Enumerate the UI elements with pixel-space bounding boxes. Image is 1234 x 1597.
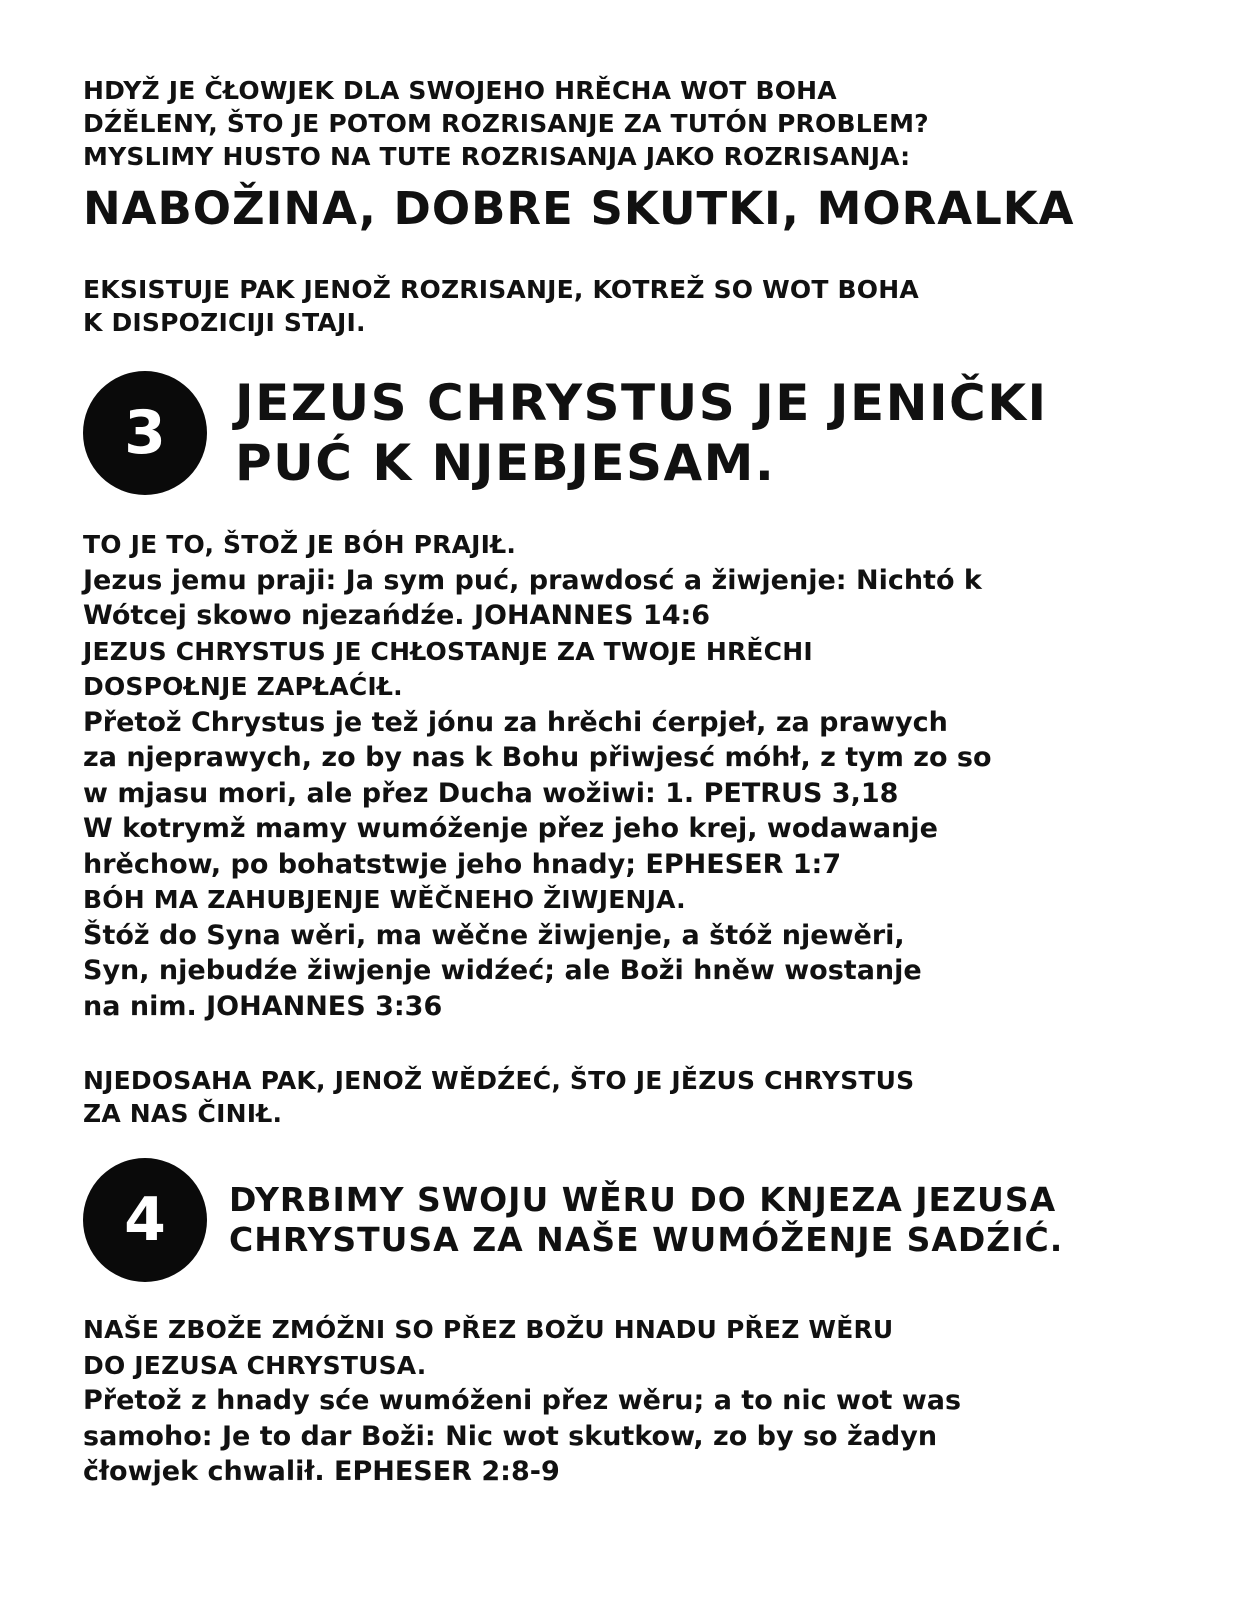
section-3-title — [235, 373, 1048, 493]
section-3-body-line: Přetož Chrystus je tež jónu za hrěchi ćerpjeł, za prawych — [83, 706, 948, 738]
section-3-body-line: W kotrymž mamy wumóženje přez jeho krej, wodawanje — [83, 813, 938, 844]
section-4-body-line: NAŠE ZBOŽE ZMÓŽNI SO PŘEZ BOŽU HNADU PŘEZ WĚRU — [83, 1315, 894, 1344]
intro-emphasis-heading: NABOŽINA, DOBRE SKUTKI, MORALKA — [83, 182, 1075, 235]
section-3-body-line: w mjasu mori, ale přez Ducha wožiwi: 1. PETRUS 3,18 — [83, 777, 899, 809]
section-3-body-line: Štóž do Syna wěri, ma wěčne žiwjenje, a štóž njewěri, — [83, 919, 905, 951]
section-4-body — [83, 1312, 1193, 1490]
section-4-body-line: čłowjek chwalił. EPHESER 2:8-9 — [83, 1456, 560, 1487]
bridge-paragraph — [83, 273, 1193, 339]
intro-line: DŹĚLENY, ŠTO JE POTOM ROZRISANJE ZA TUTÓN PROBLEM? — [83, 109, 929, 138]
step-number-badge: 4 — [83, 1158, 207, 1282]
tract-page — [83, 74, 1193, 1490]
intro-line: MYSLIMY HUSTO NA TUTE ROZRISANJA JAKO ROZRISANJA: — [83, 142, 911, 171]
section-3-header — [83, 371, 1193, 495]
section-3-body-line: Jezus jemu praji: Ja sym puć, prawdosć a žiwjenje: Nichtó k — [83, 564, 982, 596]
section-4-title — [229, 1180, 1063, 1260]
section-4-body-line: Přetož z hnady sće wumóženi přez wěru; a to nic wot was — [83, 1385, 962, 1416]
section-3-body-line: DOSPOŁNJE ZAPŁAĆIŁ. — [83, 672, 403, 701]
section-4-header — [83, 1158, 1193, 1282]
bridge-line: EKSISTUJE PAK JENOŽ ROZRISANJE, KOTREŽ SO WOT BOHA — [83, 275, 919, 304]
section-3-body-line: JEZUS CHRYSTUS JE CHŁOSTANJE ZA TWOJE HRĚCHI — [83, 636, 813, 666]
section-4-body-line: samoho: Je to dar Boži: Nic wot skutkow, zo by so žadyn — [83, 1420, 938, 1452]
section-3-body-line: TO JE TO, ŠTOŽ JE BÓH PRAJIŁ. — [83, 530, 517, 559]
section-3-body-line: hrěchow, po bohatstwje jeho hnady; EPHESER 1:7 — [83, 848, 842, 880]
section-4-body-line: DO JEZUSA CHRYSTUSA. — [83, 1350, 427, 1380]
section-3-title-line: PUĆ K NJEBJESAM. — [235, 434, 776, 492]
intro-paragraph — [83, 74, 1193, 173]
section-3-body-line: BÓH MA ZAHUBJENJE WĚČNEHO ŽIWJENJA. — [83, 885, 686, 914]
step-number-badge: 3 — [83, 371, 207, 495]
section-4-title-line: CHRYSTUSA ZA NAŠE WUMÓŽENJE SADŹIĆ. — [229, 1220, 1064, 1259]
section-3-body — [83, 527, 1193, 1024]
section-3-body-line: na nim. JOHANNES 3:36 — [83, 990, 443, 1022]
intro-line: HDYŽ JE ČŁOWJEK DLA SWOJEHO HRĚCHA WOT BOHA — [83, 76, 837, 105]
section-3-body-line: za njeprawych, zo by nas k Bohu přiwjesć móhł, z tym zo so — [83, 742, 992, 773]
section-4-title-line: DYRBIMY SWOJU WĚRU DO KNJEZA JEZUSA — [229, 1180, 1057, 1219]
bridge-line: K DISPOZICIJI STAJI. — [83, 308, 366, 337]
section-3-body-line: Syn, njebudźe žiwjenje widźeć; ale Boži hněw wostanje — [83, 955, 922, 986]
section-3-closing — [83, 1064, 1193, 1130]
section-3-title-line: JEZUS CHRYSTUS JE JENIČKI — [235, 374, 1048, 432]
section-3-body-line: Wótcej skowo njezańdźe. JOHANNES 14:6 — [83, 600, 711, 631]
section-3-closing-line: ZA NAS ČINIŁ. — [83, 1099, 283, 1128]
section-3-closing-line: NJEDOSAHA PAK, JENOŽ WĚDŹEĆ, ŠTO JE JĚZUS CHRYSTUS — [83, 1066, 915, 1095]
